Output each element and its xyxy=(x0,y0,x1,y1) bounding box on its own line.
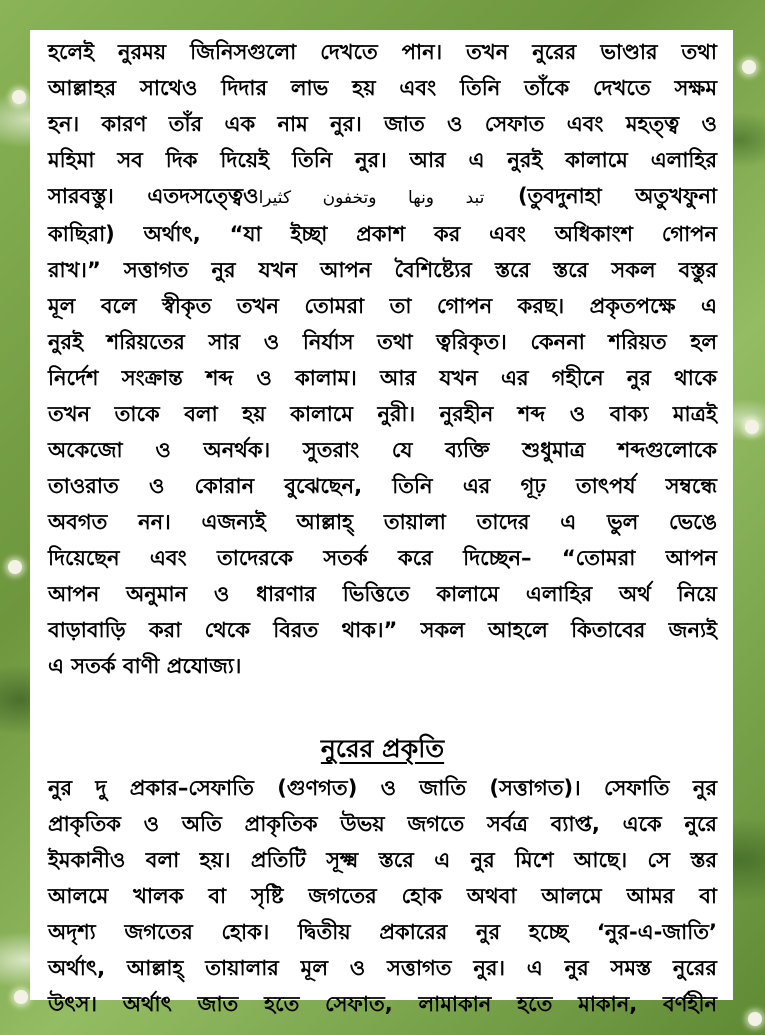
text-line: কাছিরা) অর্থাৎ, “যা ইচ্ছা প্রকাশ কর এবং অধিকাংশ গোপন xyxy=(48,222,717,246)
text-line: দিয়েছেন এবং তাদেরকে সতর্ক করে দিচ্ছেন– “তোমরা আপন xyxy=(48,546,717,570)
paragraph-2 xyxy=(48,770,717,1022)
text-line: ইমকানীও বলা হয়। প্রতিটি সূক্ষ্ম স্তরে এ নুর মিশে আছে। সে স্তর xyxy=(48,848,717,872)
text-line: নির্দেশ সংক্রান্ত শব্দ ও কালাম। আর যখন এর গহীনে নুর থাকে xyxy=(48,366,717,390)
section-heading-text: নুরের প্রকৃতি xyxy=(320,734,445,763)
text-line: মূল বলে স্বীকৃত তখন তোমরা তা গোপন করছ। প্রকৃতপক্ষে এ xyxy=(48,294,717,318)
text-line: এ সতর্ক বাণী প্রযোজ্য। xyxy=(48,654,242,678)
text-line: অর্থাৎ, আল্লাহ্ তায়ালার মূল ও সত্তাগত নুর। এ নুর সমস্ত নুরের xyxy=(48,956,717,980)
text-line: বাড়াবাড়ি করা থেকে বিরত থাক।” সকল আহলে কিতাবের জন্যই xyxy=(48,618,717,642)
text-line: আপন অনুমান ও ধারণার ভিত্তিতে কালামে এলাহির অর্থ নিয়ে xyxy=(48,582,717,606)
flower-decoration xyxy=(745,420,759,434)
text-line: অকেজো ও অনর্থক। সুতরাং যে ব্যক্তি শুধুমাত্র শব্দগুলোকে xyxy=(48,438,717,462)
text-segment: সারবস্তু। এতদসত্ত্বেও xyxy=(48,184,259,208)
flower-decoration xyxy=(8,560,22,574)
text-line: অবগত নন। এজন্যই আল্লাহ্ তায়ালা তাদের এ ভুল ভেঙে xyxy=(48,510,717,534)
document-page xyxy=(30,30,733,1016)
text-line: নুর দু প্রকার–সেফাতি (গুণগত) ও জাতি (সত্তাগত)। সেফাতি নুর xyxy=(48,776,717,800)
text-line: মহিমা সব দিক দিয়েই তিনি নুর। আর এ নুরই কালামে এলাহির xyxy=(48,148,717,172)
text-line: আল্লাহর সাথেও দিদার লাভ হয় এবং তিনি তাঁকে দেখতে সক্ষম xyxy=(48,76,717,100)
text-segment: (তুবদুনাহা অতুখফুনা xyxy=(517,184,718,208)
text-line: হন। কারণ তাঁর এক নাম নুর। জাত ও সেফাত এবং মহত্ত্ব ও xyxy=(48,112,717,136)
text-line: তখন তাকে বলা হয় কালামে নুরী। নুরহীন শব্দ ও বাক্য মাত্রই xyxy=(48,402,717,426)
section-heading xyxy=(48,730,717,768)
flower-decoration xyxy=(12,90,26,104)
flower-decoration xyxy=(742,60,756,74)
text-line: নুরই শরিয়তের সার ও নির্যাস তথা ত্বরিকৃত। কেননা শরিয়ত হল xyxy=(48,330,717,354)
text-line: হলেই নুরময় জিনিসগুলো দেখতে পান। তখন নুরের ভাণ্ডার তথা xyxy=(48,40,717,64)
flower-decoration xyxy=(14,990,28,1004)
text-line: আলমে খালক বা সৃষ্টি জগতের হোক অথবা আলমে আমর বা xyxy=(48,884,717,908)
text-line: তাওরাত ও কোরান বুঝেছেন, তিনি এর গূঢ় তাৎপর্য সম্বন্ধে xyxy=(48,474,717,498)
text-line-with-arabic xyxy=(48,178,717,216)
arabic-phrase: تبد ونها وتخفون كثيرا xyxy=(258,188,485,208)
paragraph-1 xyxy=(48,34,717,684)
text-line: উৎস। অর্থাৎ জাত হতে সেফাত, লামাকান হতে মাকান, বর্ণহীন xyxy=(48,992,717,1016)
flower-decoration xyxy=(748,1012,762,1026)
text-line: প্রাকৃতিক ও অতি প্রাকৃতিক উভয় জগতে সর্বত্র ব্যাপ্ত, একে নুরে xyxy=(48,812,717,836)
text-line: অদৃশ্য জগতের হোক। দ্বিতীয় প্রকারের নুর হচ্ছে ‘নুর-এ-জাতি’ xyxy=(48,920,717,944)
text-line: রাখ।” সত্তাগত নুর যখন আপন বৈশিষ্ট্যের স্তরে স্তরে সকল বস্তুর xyxy=(48,258,717,282)
